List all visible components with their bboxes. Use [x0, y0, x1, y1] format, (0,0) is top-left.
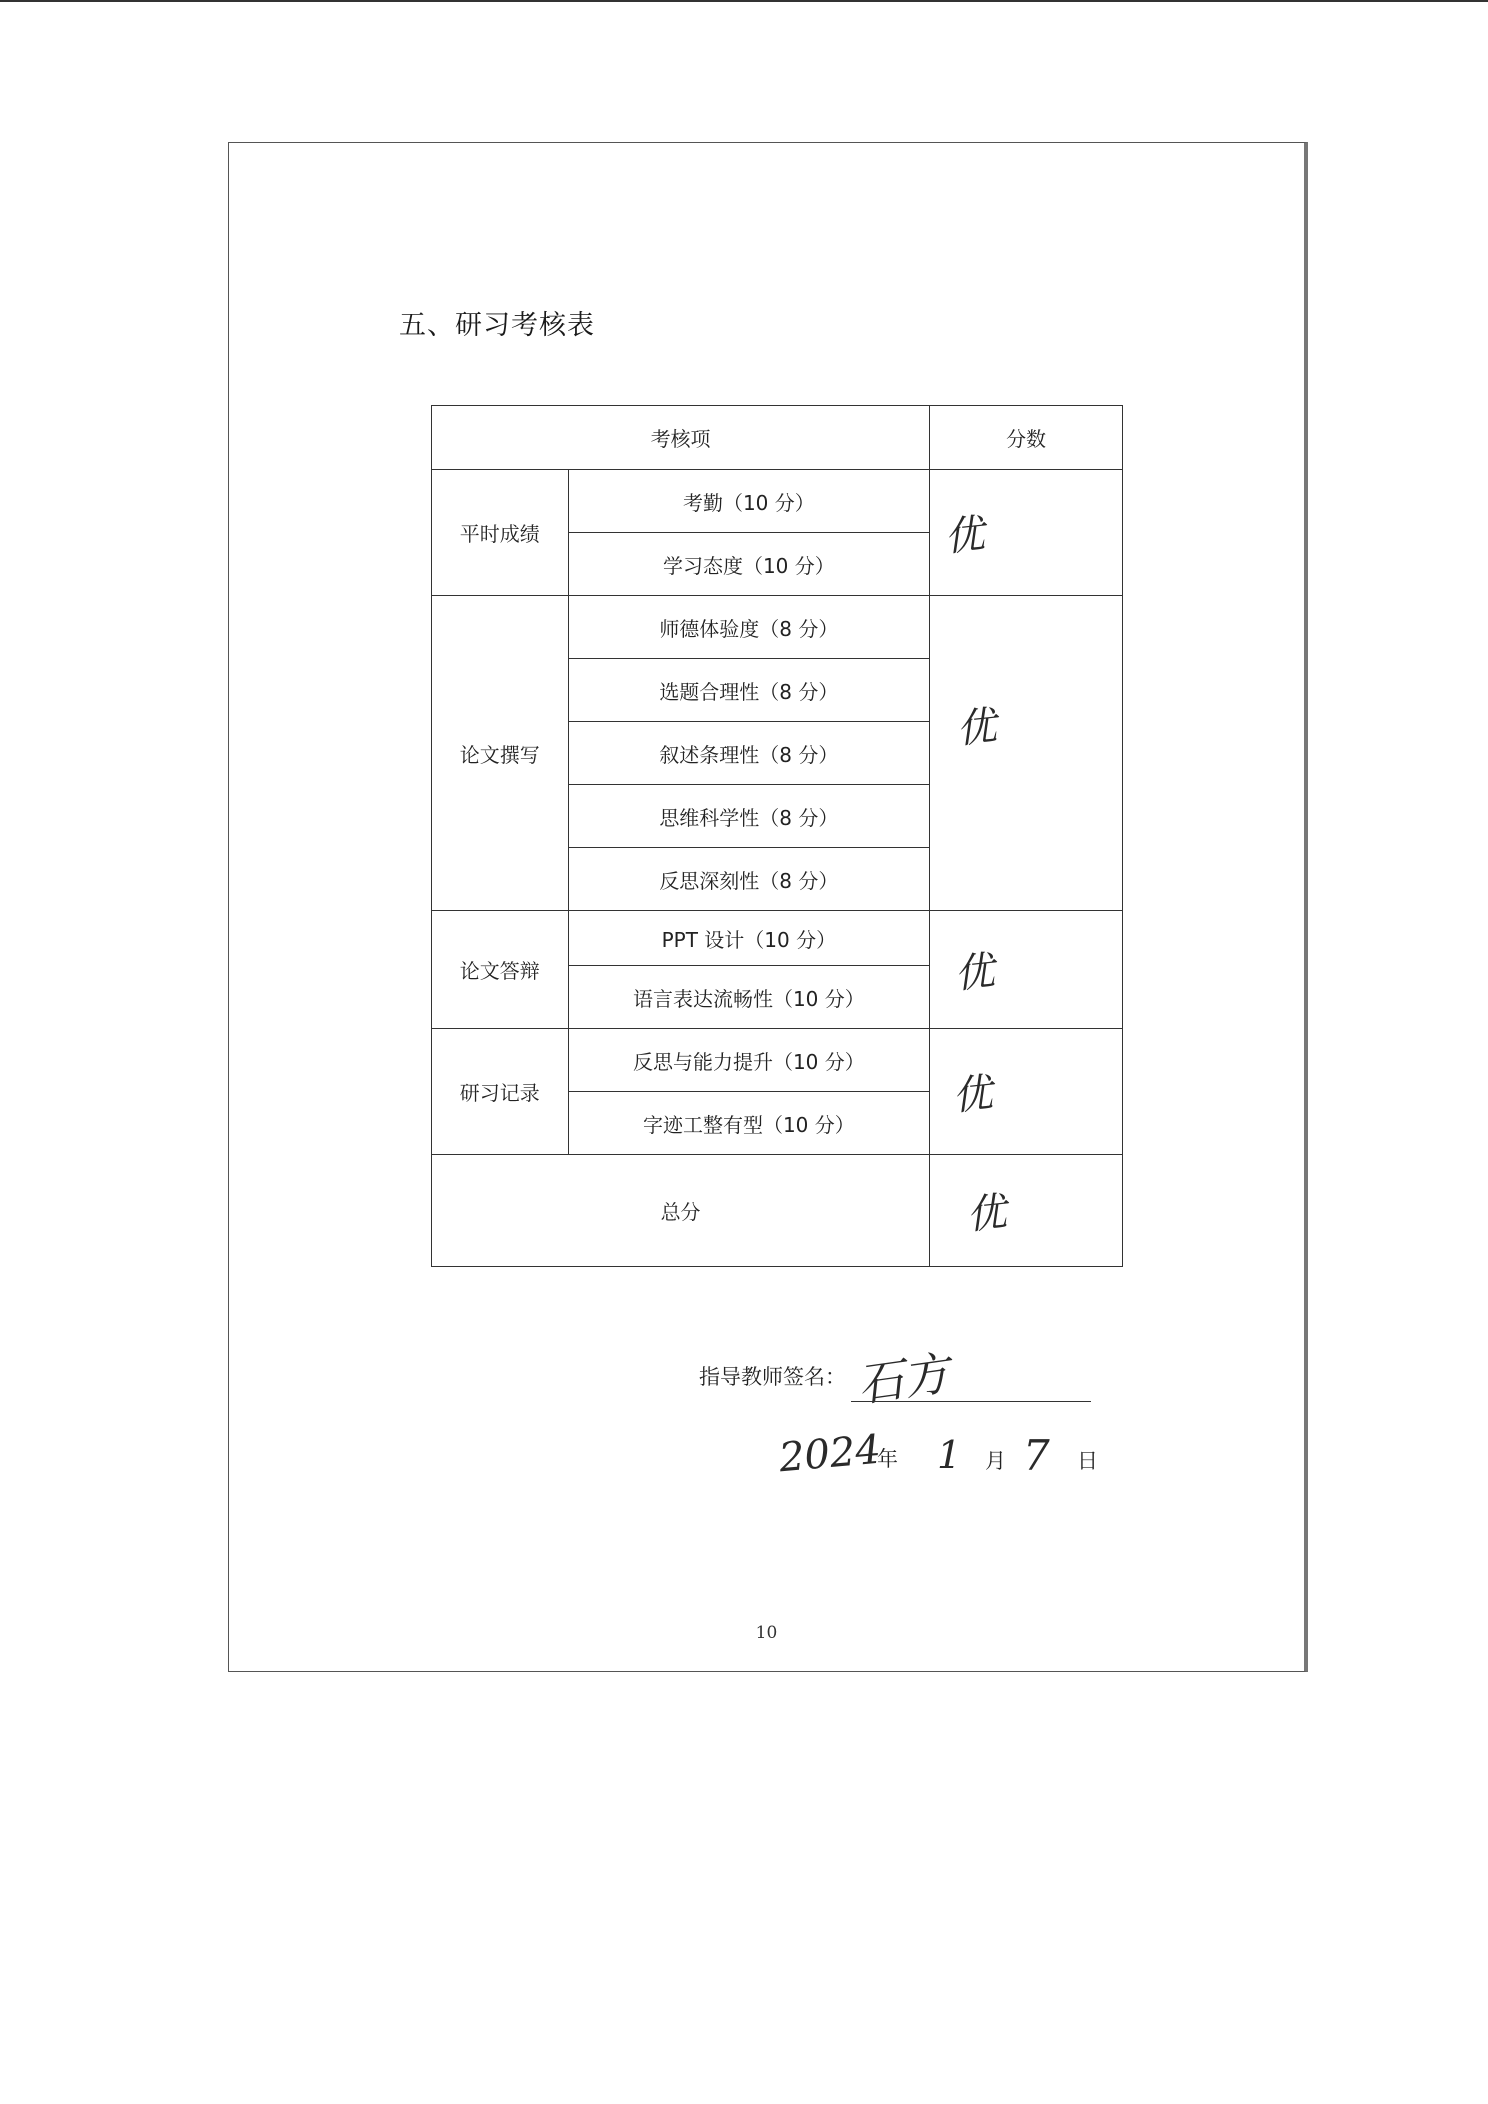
- header-item: 考核项: [432, 406, 930, 470]
- section-heading: 五、研习考核表: [399, 310, 595, 341]
- scan-edge: [0, 0, 1488, 2]
- group-score: [930, 596, 1123, 911]
- handwritten-score: 优: [964, 1189, 1009, 1239]
- handwritten-score: 优: [954, 703, 999, 753]
- group-name: 平时成绩: [432, 470, 569, 596]
- table-row: [432, 470, 1123, 533]
- criterion: 反思深刻性（8 分）: [568, 848, 930, 911]
- handwritten-score: 优: [942, 511, 987, 561]
- group-name: 论文答辩: [432, 911, 569, 1029]
- day-label: 日: [1077, 1449, 1098, 1473]
- page-number: 10: [755, 1623, 778, 1643]
- signature-line: [851, 1401, 1091, 1402]
- criterion: 思维科学性（8 分）: [568, 785, 930, 848]
- header-score: 分数: [930, 406, 1123, 470]
- table-row: [432, 1029, 1123, 1092]
- year-label: 年: [877, 1447, 898, 1471]
- month-label: 月: [985, 1449, 1006, 1473]
- handwritten-day: 7: [1023, 1431, 1050, 1480]
- group-name: 论文撰写: [432, 596, 569, 911]
- group-name: 研习记录: [432, 1029, 569, 1155]
- table-row: [432, 596, 1123, 659]
- group-score: [930, 1029, 1123, 1155]
- total-row: [432, 1155, 1123, 1267]
- criterion: 语言表达流畅性（10 分）: [568, 966, 930, 1029]
- criterion: 字迹工整有型（10 分）: [568, 1092, 930, 1155]
- assessment-table: [431, 405, 1123, 1267]
- table-header-row: [432, 406, 1123, 470]
- handwritten-signature: 石方: [854, 1345, 953, 1413]
- criterion: 选题合理性（8 分）: [568, 659, 930, 722]
- total-label: 总分: [432, 1155, 930, 1267]
- criterion: 叙述条理性（8 分）: [568, 722, 930, 785]
- handwritten-score: 优: [952, 948, 997, 998]
- criterion: PPT 设计（10 分）: [568, 911, 930, 966]
- criterion: 学习态度（10 分）: [568, 533, 930, 596]
- criterion: 师德体验度（8 分）: [568, 596, 930, 659]
- document-page: [228, 142, 1308, 1672]
- handwritten-score: 优: [950, 1070, 995, 1120]
- table-row: [432, 911, 1123, 966]
- group-score: [930, 470, 1123, 596]
- handwritten-month: 1: [937, 1433, 962, 1477]
- total-score: [930, 1155, 1123, 1267]
- criterion: 反思与能力提升（10 分）: [568, 1029, 930, 1092]
- criterion: 考勤（10 分）: [568, 470, 930, 533]
- signature-label: 指导教师签名：: [699, 1365, 846, 1389]
- handwritten-year: 2024: [777, 1426, 883, 1482]
- group-score: [930, 911, 1123, 1029]
